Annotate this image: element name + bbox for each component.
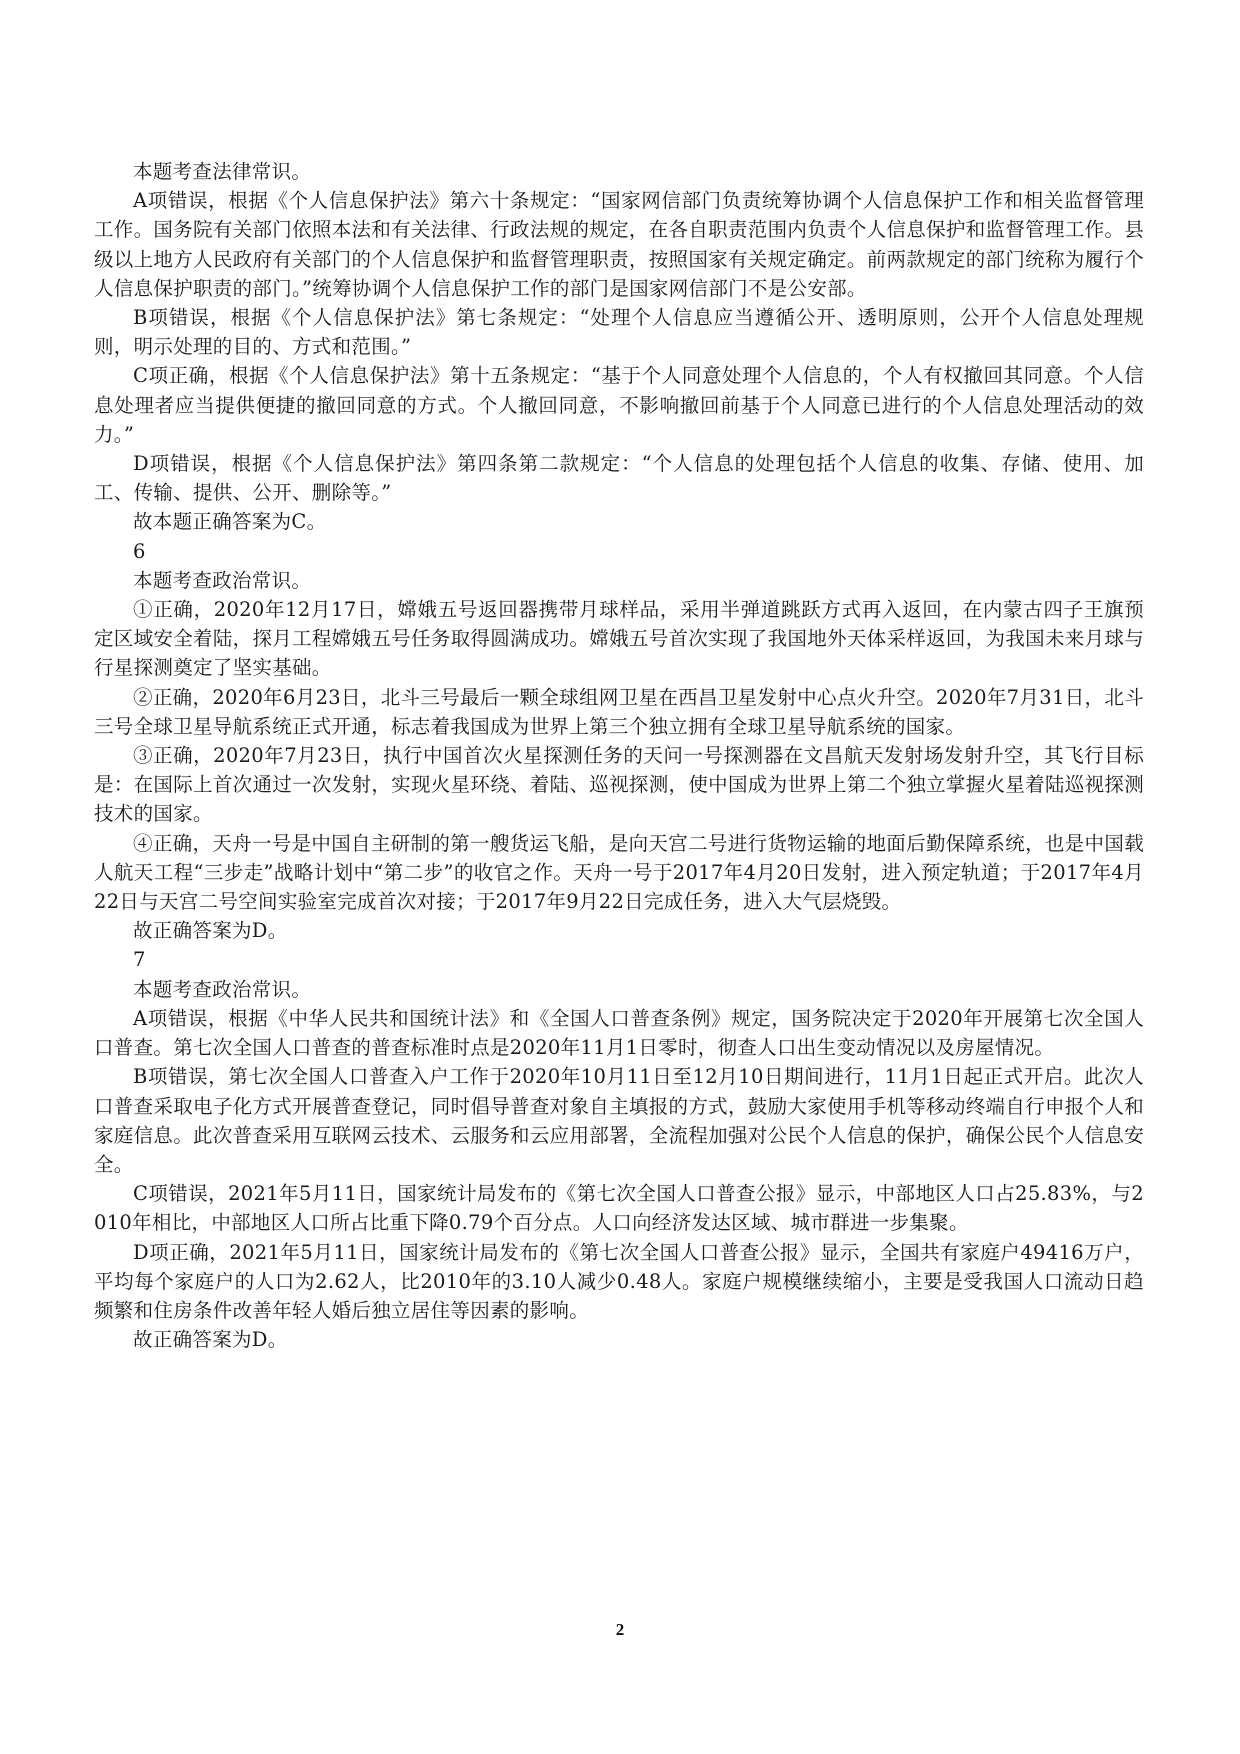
document-body <box>94 157 1144 1354</box>
option-b-explanation: B项错误，根据《个人信息保护法》第七条规定：“处理个人信息应当遵循公开、透明原则，公开个人信息处理规则，明示处理的目的、方式和范围。” <box>94 306 1144 359</box>
option-c-explanation: C项错误，2021年5月11日，国家统计局发布的《第七次全国人口普查公报》显示，中部地区人口占25.83%，与2010年相比，中部地区人口所占比重下降0.79个百分点。人口向经济发达区域、城市群进一步集聚。 <box>94 1182 1144 1235</box>
topic-line: 本题考查法律常识。 <box>133 160 312 183</box>
answer-line: 故正确答案为D。 <box>133 1328 288 1352</box>
option-d-explanation: D项错误，根据《个人信息保护法》第四条第二款规定：“个人信息的处理包括个人信息的收集、存储、使用、加工、传输、提供、公开、删除等。” <box>94 452 1144 505</box>
item-4-explanation: ④正确，天舟一号是中国自主研制的第一艘货运飞船，是向天宫二号进行货物运输的地面后勤保障系统，也是中国载人航天工程“三步走”战略计划中“第二步”的收官之作。天舟一号于2017年4月20日发射，进入预定轨道；于2017年4月22日与天宫二号空间实验室完成首次对接；于2017年9月22日完成任务，进入大气层烧毁。 <box>94 831 1144 914</box>
item-3-explanation: ③正确，2020年7月23日，执行中国首次火星探测任务的天问一号探测器在文昌航天发射场发射升空，其飞行目标是：在国际上首次通过一次发射，实现火星环绕、着陆、巡视探测，使中国成为世界上第二个独立掌握火星着陆巡视探测技术的国家。 <box>94 744 1144 826</box>
option-b-explanation: B项错误，第七次全国人口普查入户工作于2020年10月11日至12月10日期间进行，11月1日起正式开启。此次人口普查采取电子化方式开展普查登记，同时倡导普查对象自主填报的方式，鼓励大家使用手机等移动终端自行申报个人和家庭信息。此次普查采用互联网云技术、云服务和云应用部署，全流程加强对公民个人信息的保护，确保公民个人信息安全。 <box>94 1065 1144 1176</box>
page-number: 2 <box>615 1620 625 1639</box>
option-a-explanation: A项错误，根据《中华人民共和国统计法》和《全国人口普查条例》规定，国务院决定于2020年开展第七次全国人口普查。第七次全国人口普查的普查标准时点是2020年11月1日零时，彻查人口出生变动情况以及房屋情况。 <box>94 1006 1144 1060</box>
item-2-explanation: ②正确，2020年6月23日，北斗三号最后一颗全球组网卫星在西昌卫星发射中心点火升空。2020年7月31日，北斗三号全球卫星导航系统正式开通，标志着我国成为世界上第三个独立拥有全球卫星导航系统的国家。 <box>94 685 1144 738</box>
answer-line: 故正确答案为D。 <box>133 919 288 943</box>
option-d-explanation: D项正确，2021年5月11日，国家统计局发布的《第七次全国人口普查公报》显示，全国共有家庭户49416万户，平均每个家庭户的人口为2.62人，比2010年的3.10人减少0.48人。家庭户规模继续缩小，主要是受我国人口流动日趋频繁和住房条件改善年轻人婚后独立居住等因素的影响。 <box>94 1240 1144 1322</box>
question-number: 6 <box>133 539 146 563</box>
option-c-explanation: C项正确，根据《个人信息保护法》第十五条规定：“基于个人同意处理个人信息的，个人有权撤回其同意。个人信息处理者应当提供便捷的撤回同意的方式。个人撤回同意，不影响撤回前基于个人同意已进行的个人信息处理活动的效力。” <box>94 364 1144 446</box>
item-1-explanation: ①正确，2020年12月17日，嫦娥五号返回器携带月球样品，采用半弹道跳跃方式再入返回，在内蒙古四子王旗预定区域安全着陆，探月工程嫦娥五号任务取得圆满成功。嫦娥五号首次实现了我国地外天体采样返回，为我国未来月球与行星探测奠定了坚实基础。 <box>94 598 1144 680</box>
option-a-explanation: A项错误，根据《个人信息保护法》第六十条规定：“国家网信部门负责统筹协调个人信息保护工作和相关监督管理工作。国务院有关部门依照本法和有关法律、行政法规的规定，在各自职责范围内负责个人信息保护和监督管理工作。县级以上地方人民政府有关部门的个人信息保护和监督管理职责，按照国家有关规定确定。前两款规定的部门统称为履行个人信息保护职责的部门。”统筹协调个人信息保护工作的部门是国家网信部门不是公安部。 <box>94 189 1144 300</box>
question-number: 7 <box>133 948 146 972</box>
answer-line: 故本题正确答案为C。 <box>133 510 327 534</box>
topic-line: 本题考查政治常识。 <box>133 977 312 1001</box>
topic-line: 本题考查政治常识。 <box>133 568 312 592</box>
